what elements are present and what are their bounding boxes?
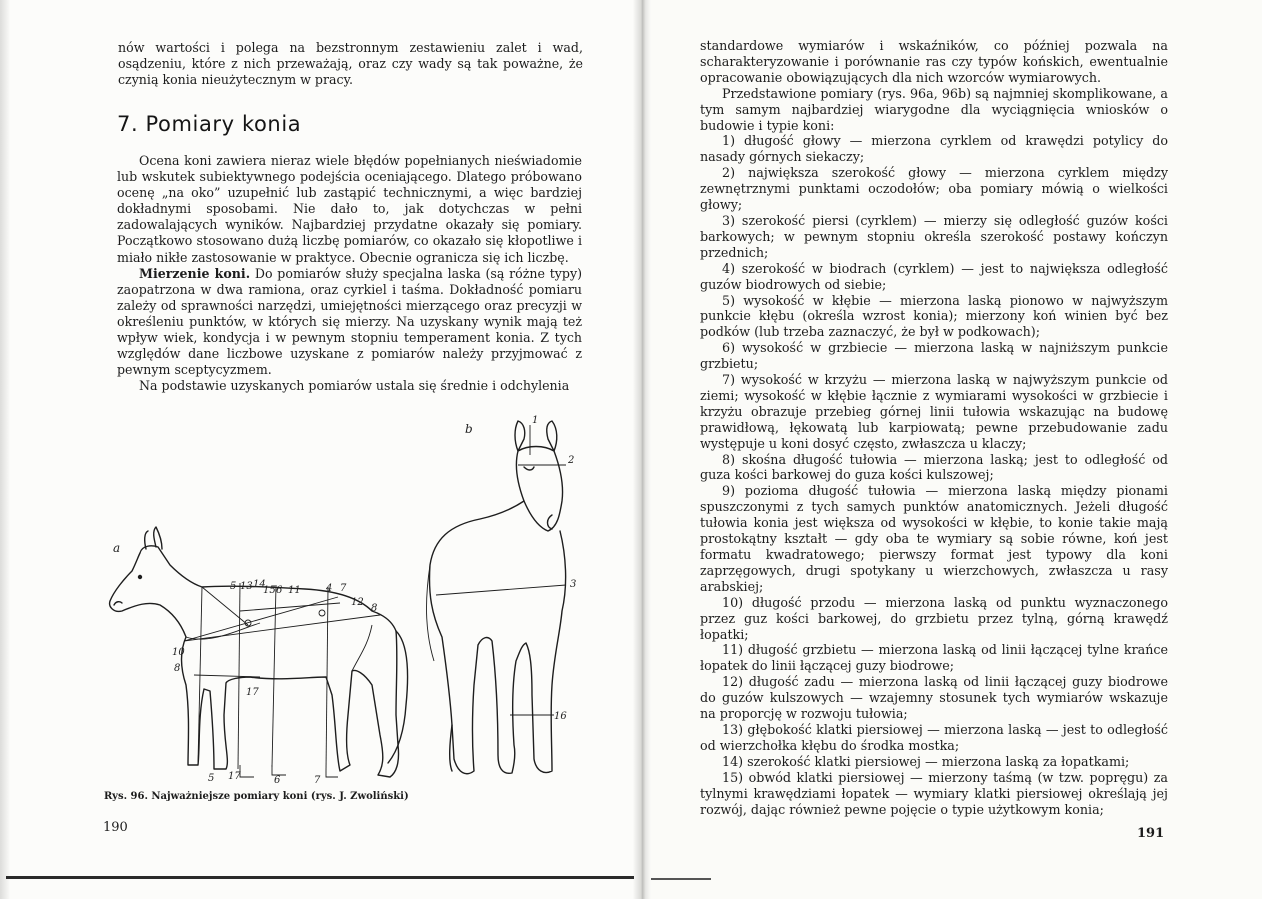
right-intro: standardowe wymiarów i wskaźników, co później pozwala na scharakteryzowanie i porównanie ras czy typów końskich, ewentualnie opracowanie obowiązujących dla nich wzorców wymiarowych. [700,38,1168,85]
paragraph-3: Na podstawie uzyskanych pomiarów ustala się średnie i odchylenia [139,378,570,394]
measurement-item: 9) pozioma długość tułowia — mierzona laską między pionami spuszczonymi z tych samych punktów anatomicznych. Jeżeli długość tułowia konia jest większa od wysokości w kłębie, to konie takie mają prostokątny kształt — gdy oba te wymiary są sobie równe, koń jest formatu kwadratowego; pierwszy format jest typowy dla koni zaprzęgowych, drugi spotykany u wierzchowych, zwłaszcza u rasy arabskiej; [700,483,1168,594]
marker: 7 [314,775,321,786]
section-heading: 7. Pomiary konia [117,112,302,136]
figure-caption: Rys. 96. Najważniejsze pomiary koni (rys. J. Zwoliński) [104,791,409,802]
paragraph-2-lead: Mierzenie koni. [139,265,251,281]
marker: 6 [276,585,283,596]
marker: 17 [228,771,241,782]
marker: 11 [288,585,301,596]
measurement-markers-a [172,579,377,786]
paragraph-2-text: Do pomiarów służy specjalna laska (są różne typy) zaopatrzona w dwa ramiona, oraz cyrkiel i taśma. Dokładność pomiaru zależy od sprawności narzędzi, umiejętności mierzącego oraz precyzji w określeniu punktów, w których się mierzy. Na uzyskany wynik mają też wpływ wiek, kondycja i w pewnym stopniu temperament konia. Z tych względów dane liczbowe uzyskane z pomiarów należy przyjmować z pewnym sceptycyzmem. [117,265,582,378]
right-body-text [700,38,1168,817]
marker: 8 [174,663,181,674]
marker: 2 [568,455,575,466]
marker: 5 [230,581,237,592]
marker: 14 [253,579,266,590]
measurement-item: 11) długość grzbietu — mierzona laską od linii łączącej tylne krańce łopatek do linii łączącej guzy biodrowe; [700,642,1168,674]
book-gutter [633,0,651,899]
marker: 7 [340,583,347,594]
marker: 10 [172,647,185,658]
marker: 15 [263,585,276,596]
page-number-left: 190 [103,820,128,835]
marker: 3 [570,579,577,590]
horse-measurement-figure [100,415,600,790]
marker: 5 [208,773,215,784]
figure-label-b: b [465,422,473,436]
marker: 1 [532,415,539,426]
marker: 17 [246,687,259,698]
measurement-item: 8) skośna długość tułowia — mierzona laską; jest to odległość od guza kości barkowej do guza kości kulszowej; [700,451,1168,483]
measurement-item: 7) wysokość w krzyżu — mierzona laską w najwyższym punkcie od ziemi; wysokość w kłębie łącznie z wymiarami wysokości w grzbiecie i krzyżu obrazuje przebieg górnej linii tułowia wskazując na budowę prawidłową, łękowatą lub karpiowatą; pewne przebudowanie zadu występuje u koni dosyć często, zwłaszcza u klaczy; [700,372,1168,451]
measurement-item: 13) głębokość klatki piersiowej — mierzona laską — jest to odległość od wierzchołka kłębu do środka mostka; [700,721,1168,753]
measurement-markers-b [532,415,576,722]
right-lead: Przedstawione pomiary (rys. 96a, 96b) są najmniej skomplikowane, a tym samym najbardziej wiarygodne dla wyciągnięcia wniosków o budowie i typie koni: [700,85,1168,133]
page-number-right: 191 [1137,826,1165,841]
marker: 6 [274,775,281,786]
measurement-item: 15) obwód klatki piersiowej — mierzony taśmą (w tzw. popręgu) za tylnymi krawędziami łopatek — wymiary klatki piersiowej określają jej rozwój, dając również pewne pojęcie o typie użytkowym konia; [700,769,1168,817]
measurement-item: 6) wysokość w grzbiecie — mierzona laską w najniższym punkcie grzbietu; [700,340,1168,372]
measurement-item: 14) szerokość klatki piersiowej — mierzona laską za łopatkami; [722,753,1130,769]
marker: 12 [351,597,364,608]
measurement-item: 1) długość głowy — mierzona cyrklem od krawędzi potylicy do nasady górnych siekaczy; [700,133,1168,165]
marker: 16 [554,711,567,722]
measurement-item: 2) największa szerokość głowy — mierzona cyrklem między zewnętrznymi punktami oczodołów; oba pomiary mówią o wielkości głowy; [700,165,1168,213]
measurement-item: 3) szerokość piersi (cyrklem) — mierzy się odległość guzów kości barkowych; w pewnym stopniu określa szerokość postawy kończyn przednich; [700,212,1168,260]
paragraph-1: Ocena koni zawiera nieraz wiele błędów popełnianych nieświadomie lub wskutek subiektywnego podejścia oceniającego. Dlatego próbowano ocenę „na oko” uzupełnić lub zastąpić technicznymi, a więc bardziej dokładnymi sposobami. Nie dało to, jak dotychczas w pełni zadowalających wyników. Najbardziej przydatne okazały się pomiary. Początkowo stosowano dużą liczbę pomiarów, co okazało się kłopotliwe i miało nikłe zastosowanie w praktyce. Obecnie ogranicza się ich liczbę. [117,153,582,265]
horse-front-view [427,421,566,774]
marker: 13 [240,581,253,592]
figure-label-a: a [113,541,121,555]
bottom-edge-line [6,876,634,879]
measurement-item: 4) szerokość w biodrach (cyrklem) — jest to największa odległość guzów biodrowych od siebie; [700,260,1168,292]
bottom-edge-line-right [651,878,711,880]
marker: 8 [371,603,378,614]
horse-side-view [110,527,408,777]
measurement-item: 5) wysokość w kłębie — mierzona laską pionowo w najwyższym punkcie kłębu (określa wzrost konia); mierzony koń winien być bez podków (lub trzeba zaznaczyć, że był w podkowach); [700,292,1168,340]
paragraph-2 [117,266,582,379]
page-edge-shadow [0,0,10,899]
measurement-item: 10) długość przodu — mierzona laską od punktu wyznaczonego przez guz kości barkowej, do grzbietu przez tylną, górną krawędź łopatki; [700,594,1168,642]
measurement-item: 12) długość zadu — mierzona laską od linii łączącej guzy biodrowe do guzów kulszowych — wzajemny stosunek tych wymiarów wskazuje na proporcję w rozwoju tułowia; [700,674,1168,722]
left-body-text [117,153,582,394]
intro-text: nów wartości i polega na bezstronnym zestawieniu zalet i wad, osądzeniu, które z nich przeważają, oraz czy wady są tak poważne, że czynią konia nieużytecznym w pracy. [118,40,583,88]
left-intro-paragraph [118,40,583,88]
marker: 4 [326,583,333,594]
